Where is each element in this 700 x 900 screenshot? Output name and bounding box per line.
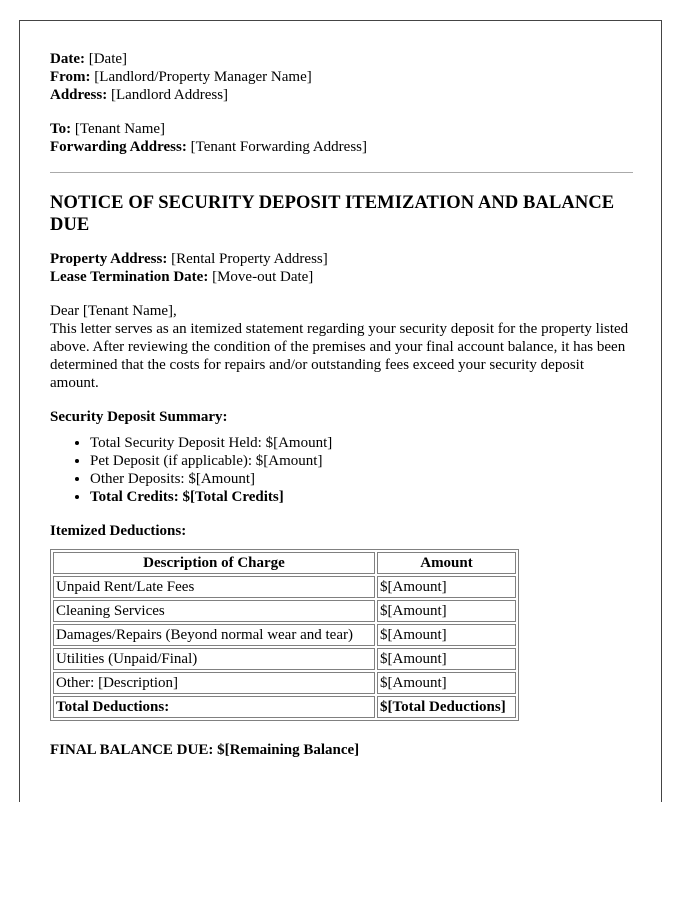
letter-content	[50, 50, 633, 759]
charge-description: Cleaning Services	[53, 600, 375, 622]
from-label: From:	[50, 69, 91, 85]
property-label: Property Address:	[50, 251, 168, 267]
from-line	[50, 68, 633, 86]
summary-item-total: • Total Credits: $[Total Credits]	[90, 488, 633, 506]
to-value: [Tenant Name]	[71, 121, 166, 137]
lease-label: Lease Termination Date:	[50, 269, 209, 285]
summary-item-deposit: • Total Security Deposit Held: $[Amount]	[90, 434, 633, 452]
charge-amount: $[Amount]	[377, 648, 516, 670]
column-header-amount: Amount	[377, 552, 516, 574]
charge-description: Unpaid Rent/Late Fees	[53, 576, 375, 598]
notice-title: NOTICE OF SECURITY DEPOSIT ITEMIZATION AND BALANCE DUE	[50, 193, 615, 235]
summary-item-pet: • Pet Deposit (if applicable): $[Amount]	[90, 452, 633, 470]
total-deductions-amount: $[Total Deductions]	[377, 696, 516, 718]
table-row	[53, 624, 516, 646]
lease-value: [Move-out Date]	[208, 269, 314, 285]
intro-paragraph: This letter serves as an itemized statement regarding your security deposit for the property listed above. After reviewing the condition of the premises and your final account balance, it has been determined that the costs for repairs and/or outstanding fees exceed your security deposit amount.	[50, 321, 629, 391]
deductions-table	[50, 549, 519, 721]
total-deductions-label: Total Deductions:	[53, 696, 375, 718]
table-header-row	[53, 552, 516, 574]
property-line	[50, 250, 633, 268]
date-value: [Date]	[84, 51, 128, 67]
charge-description: Damages/Repairs (Beyond normal wear and tear)	[53, 624, 375, 646]
address-label: Address:	[50, 87, 108, 103]
letter-page	[19, 20, 662, 802]
charge-description: Other: [Description]	[53, 672, 375, 694]
table-total-row	[53, 696, 516, 718]
header-divider	[50, 172, 633, 173]
column-header-description: Description of Charge	[53, 552, 375, 574]
date-label: Date:	[50, 51, 85, 67]
address-value: [Landlord Address]	[107, 87, 229, 103]
to-line	[50, 120, 633, 138]
summary-item-other: • Other Deposits: $[Amount]	[90, 470, 633, 488]
final-balance: FINAL BALANCE DUE: $[Remaining Balance]	[50, 742, 360, 758]
lease-line	[50, 268, 633, 286]
property-value: [Rental Property Address]	[167, 251, 328, 267]
charge-amount: $[Amount]	[377, 672, 516, 694]
to-label: To:	[50, 121, 72, 137]
from-value: [Landlord/Property Manager Name]	[90, 69, 312, 85]
summary-list	[50, 434, 633, 506]
address-line	[50, 86, 633, 104]
table-row	[53, 648, 516, 670]
table-row	[53, 600, 516, 622]
date-line	[50, 50, 633, 68]
charge-description: Utilities (Unpaid/Final)	[53, 648, 375, 670]
summary-heading: Security Deposit Summary:	[50, 409, 228, 425]
forwarding-value: [Tenant Forwarding Address]	[186, 139, 367, 155]
table-row	[53, 576, 516, 598]
salutation: Dear [Tenant Name],	[50, 303, 177, 319]
forwarding-label: Forwarding Address:	[50, 139, 187, 155]
forwarding-line	[50, 138, 633, 156]
charge-amount: $[Amount]	[377, 600, 516, 622]
charge-amount: $[Amount]	[377, 576, 516, 598]
deductions-heading: Itemized Deductions:	[50, 523, 187, 539]
charge-amount: $[Amount]	[377, 624, 516, 646]
table-row	[53, 672, 516, 694]
